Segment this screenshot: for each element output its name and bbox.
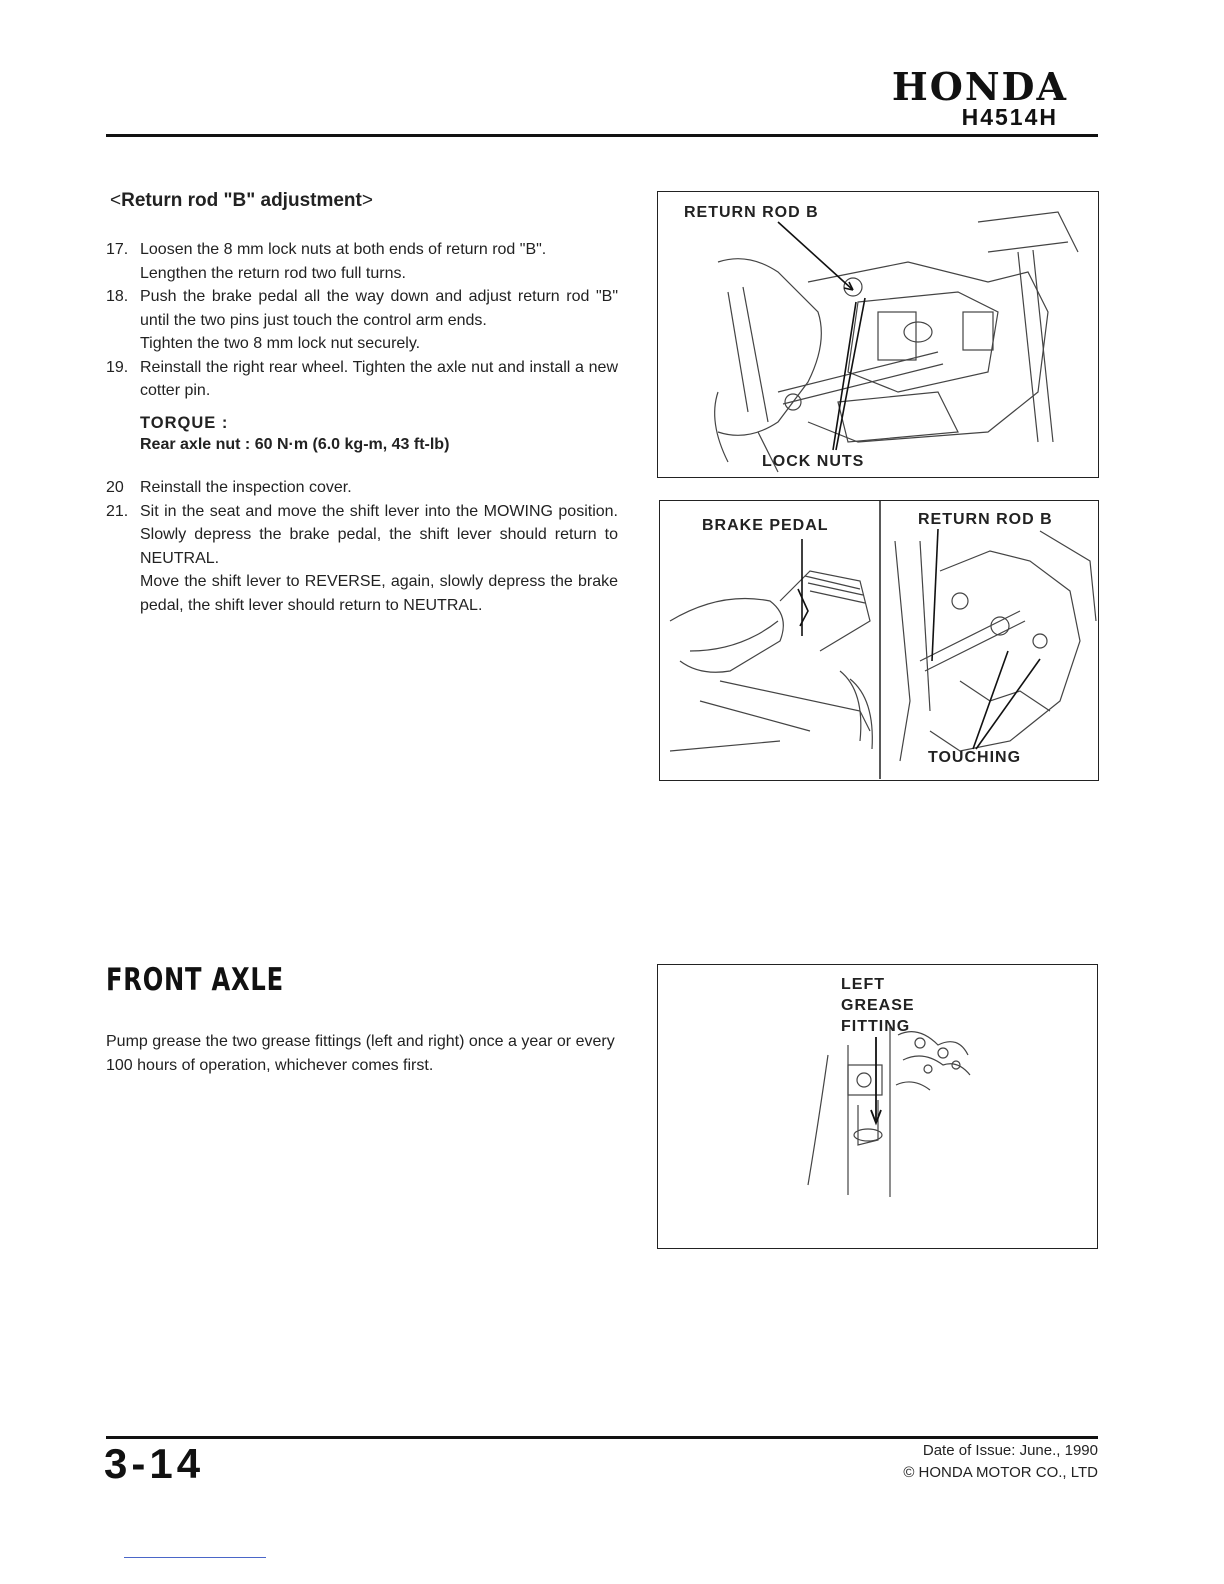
step-19 (106, 356, 618, 403)
label-fitting: FITTING (841, 1018, 911, 1035)
step-text: Lengthen the return rod two full turns. (140, 264, 406, 282)
figure-left-grease-fitting (657, 964, 1098, 1249)
front-axle-body: Pump grease the two grease fittings (left and right) once a year or every 100 hours of operation, whichever comes first. (106, 1033, 615, 1074)
label-lock-nuts: LOCK NUTS (762, 453, 865, 470)
front-axle-title: FRONT AXLE (106, 962, 284, 998)
issue-info (903, 1440, 1098, 1484)
step-18 (106, 285, 618, 356)
section-title-open: < (110, 190, 122, 211)
step-text: Push the brake pedal all the way down and adjust return rod "B" until the two pins just touch the control arm ends. (140, 288, 618, 329)
label-left: LEFT (841, 976, 885, 993)
step-number: 17. (106, 241, 129, 258)
issue-date: Date of Issue: June., 1990 (922, 1442, 1098, 1459)
steps-list (106, 238, 618, 403)
brake-pedal-illustration (660, 501, 1097, 779)
section-title (110, 190, 373, 212)
header-rule (106, 134, 1098, 137)
step-number: 19. (106, 358, 129, 376)
label-return-rod-b: RETURN ROD B (684, 204, 819, 221)
step-17 (106, 238, 618, 285)
step-text: Reinstall the inspection cover. (140, 479, 352, 496)
step-number: 18. (106, 288, 129, 305)
figure-brake-pedal-touching (659, 500, 1099, 781)
label-brake-pedal: BRAKE PEDAL (702, 517, 829, 534)
label-grease: GREASE (841, 997, 915, 1014)
brand-logo: HONDA (891, 64, 1068, 109)
section-title-close: > (361, 190, 373, 211)
step-text: Sit in the seat and move the shift lever into the MOWING position. Slowly depress the brake pedal, the shift lever should return to NEUTRAL. (140, 502, 618, 567)
page-number: 3-14 (104, 1440, 205, 1487)
figure-return-rod-lock-nuts (657, 191, 1099, 478)
step-21 (106, 500, 618, 618)
torque-value: Rear axle nut : 60 N·m (6.0 kg-m, 43 ft-lb) (140, 436, 450, 453)
step-20 (106, 476, 618, 500)
label-touching: TOUCHING (928, 749, 1022, 766)
label-return-rod-b-2: RETURN ROD B (918, 511, 1053, 528)
steps-list-2 (106, 476, 618, 617)
link-underline (124, 1557, 266, 1558)
footer-rule (106, 1436, 1098, 1439)
copyright: © HONDA MOTOR CO., LTD (903, 1464, 1098, 1481)
lock-nuts-illustration (658, 192, 1097, 476)
step-text: Loosen the 8 mm lock nuts at both ends of return rod "B". (140, 241, 547, 258)
step-text: Tighten the two 8 mm lock nut securely. (140, 335, 421, 352)
section-title-text: Return rod "B" adjustment (121, 190, 362, 211)
step-number: 21. (106, 502, 129, 520)
torque-label: TORQUE : (140, 414, 229, 432)
step-text: Reinstall the right rear wheel. Tighten the axle nut and install a new cotter pin. (140, 358, 618, 399)
step-text: Move the shift lever to REVERSE, again, slowly depress the brake pedal, the shift lever should return to NEUTRAL. (140, 573, 618, 614)
step-number: 20 (106, 479, 124, 496)
model-number: H4514H (961, 104, 1058, 130)
